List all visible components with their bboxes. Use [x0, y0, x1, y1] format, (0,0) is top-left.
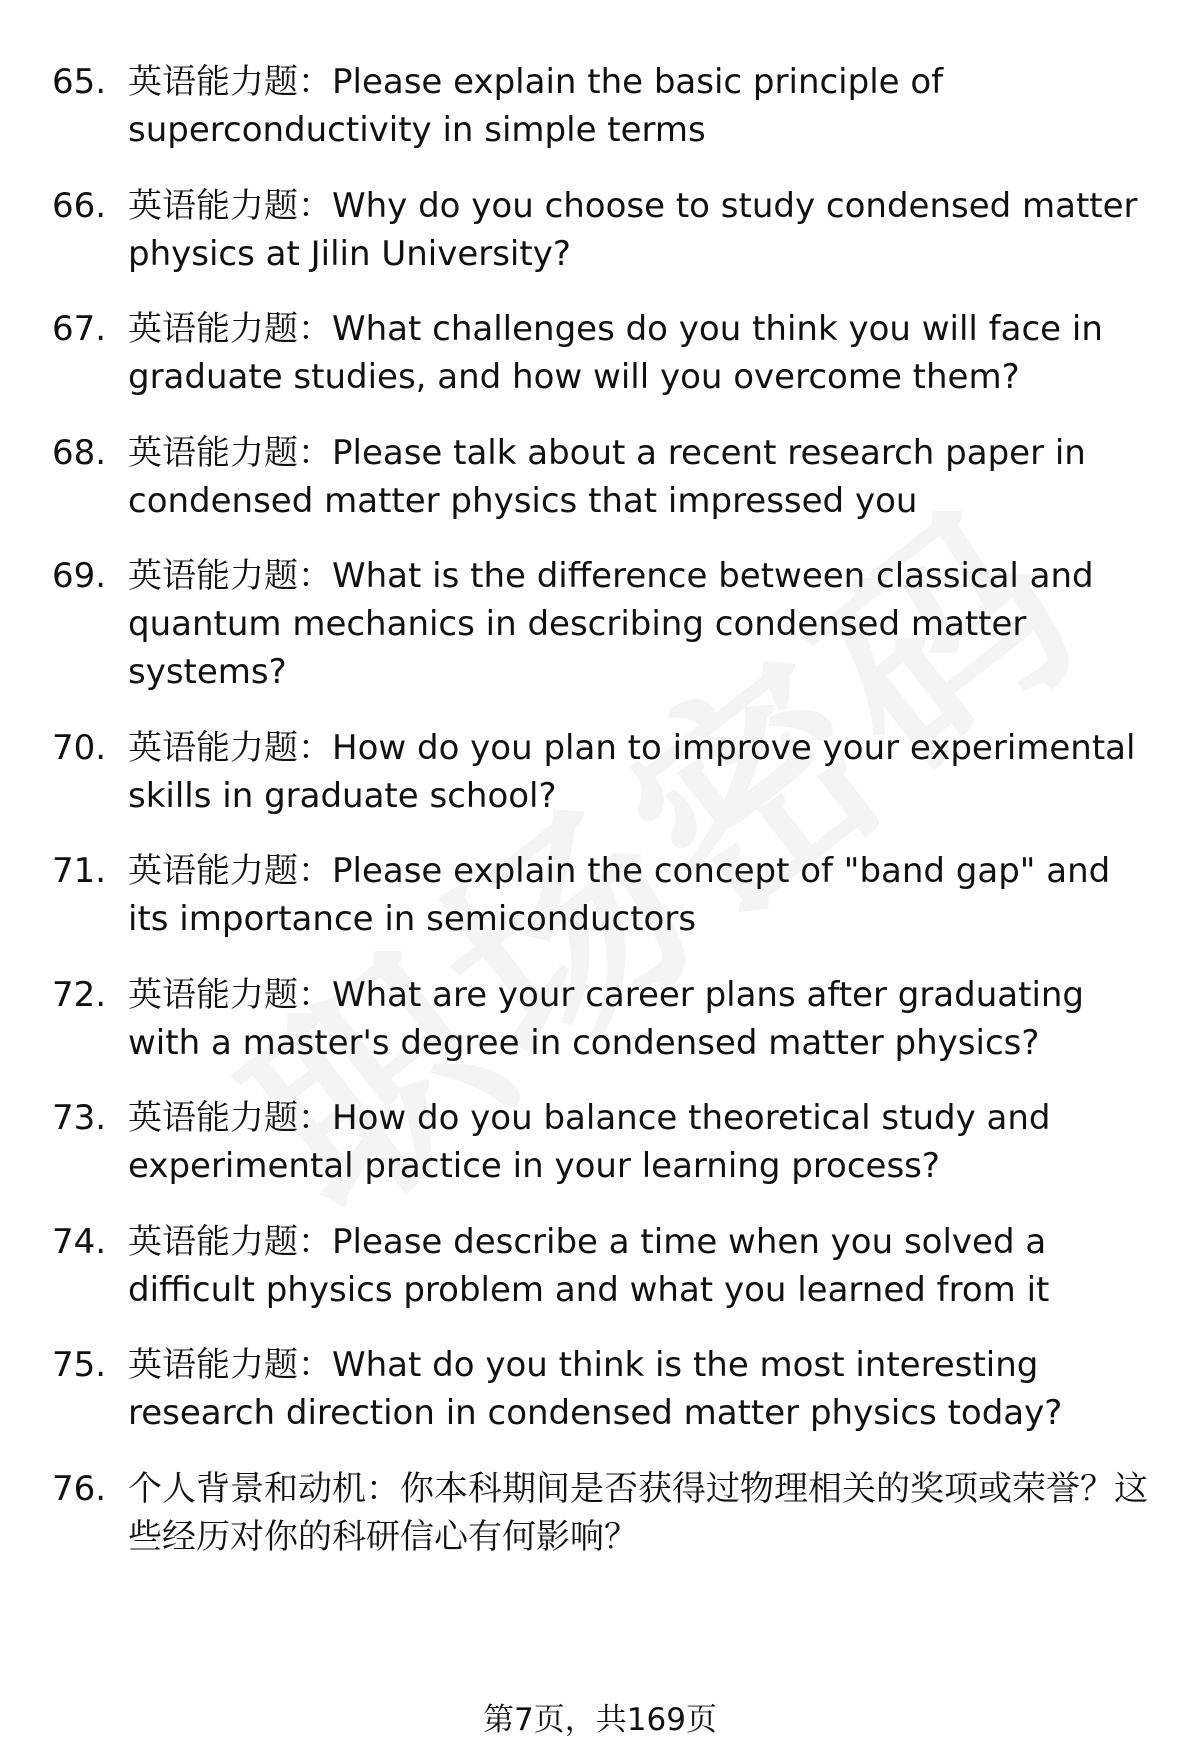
question-text	[128, 1465, 1148, 1561]
question-category: 个人背景和动机：	[128, 1468, 400, 1509]
question-category: 英语能力题：	[128, 62, 332, 102]
question-text	[128, 58, 1148, 154]
question-item	[52, 847, 1152, 943]
question-number: 74.	[52, 1221, 107, 1262]
question-number: 66.	[52, 185, 107, 226]
page-number-footer: 第7页，共169页	[483, 1702, 717, 1738]
question-body: Please describe a time when you solved a difficult physics problem and what you learned from it	[128, 1221, 1050, 1310]
question-category: 英语能力题：	[128, 309, 332, 349]
question-list	[52, 58, 1152, 1588]
question-number: 70.	[52, 727, 107, 768]
question-category: 英语能力题：	[128, 1221, 332, 1262]
question-number: 76.	[52, 1468, 107, 1509]
question-item	[52, 971, 1152, 1067]
question-body: Why do you choose to study condensed matter physics at Jilin University?	[128, 185, 1138, 274]
question-category: 英语能力题：	[128, 1345, 332, 1385]
question-number: 73.	[52, 1098, 107, 1138]
question-item	[52, 1218, 1152, 1314]
question-item	[52, 1465, 1152, 1561]
question-body: What are your career plans after graduating with a master's degree in condensed matter physics?	[128, 974, 1085, 1063]
question-item	[52, 1094, 1152, 1190]
question-text	[128, 1094, 1148, 1190]
question-category: 英语能力题：	[128, 1098, 332, 1138]
question-text	[128, 182, 1148, 278]
question-item	[52, 429, 1152, 525]
question-body: What do you think is the most interesting research direction in condensed matter physics today?	[128, 1345, 1063, 1433]
question-item	[52, 724, 1152, 820]
question-body: What challenges do you think you will face in graduate studies, and how will you overcome them?	[128, 309, 1103, 397]
question-item	[52, 182, 1152, 278]
question-category: 英语能力题：	[128, 556, 332, 596]
question-body: Please explain the concept of "band gap" and its importance in semiconductors	[128, 851, 1111, 939]
question-category: 英语能力题：	[128, 185, 332, 226]
question-number: 71.	[52, 851, 107, 891]
question-text	[128, 1218, 1148, 1314]
question-item	[52, 305, 1152, 401]
question-number: 72.	[52, 974, 107, 1015]
question-category: 英语能力题：	[128, 851, 332, 891]
question-body: What is the difference between classical and quantum mechanics in describing condensed matter systems?	[128, 556, 1094, 692]
question-body: Please explain the basic principle of superconductivity in simple terms	[128, 62, 944, 150]
question-text	[128, 429, 1148, 525]
question-category: 英语能力题：	[128, 727, 332, 768]
question-body: Please talk about a recent research paper in condensed matter physics that impressed you	[128, 432, 1086, 521]
question-number: 69.	[52, 556, 107, 596]
question-item	[52, 58, 1152, 154]
question-category: 英语能力题：	[128, 974, 332, 1015]
question-body: How do you plan to improve your experimental skills in graduate school?	[128, 727, 1136, 816]
question-body: 你本科期间是否获得过物理相关的奖项或荣誉？这些经历对你的科研信心有何影响？	[128, 1468, 1148, 1557]
question-category: 英语能力题：	[128, 432, 332, 473]
question-text	[128, 971, 1148, 1067]
question-text	[128, 552, 1148, 696]
question-text	[128, 724, 1148, 820]
question-body: How do you balance theoretical study and experimental practice in your learning process?	[128, 1098, 1051, 1186]
question-number: 68.	[52, 432, 107, 473]
question-number: 65.	[52, 62, 107, 102]
question-item	[52, 1341, 1152, 1437]
question-text	[128, 1341, 1148, 1437]
question-item	[52, 552, 1152, 696]
question-number: 67.	[52, 309, 107, 349]
question-number: 75.	[52, 1345, 107, 1385]
question-text	[128, 847, 1148, 943]
question-text	[128, 305, 1148, 401]
